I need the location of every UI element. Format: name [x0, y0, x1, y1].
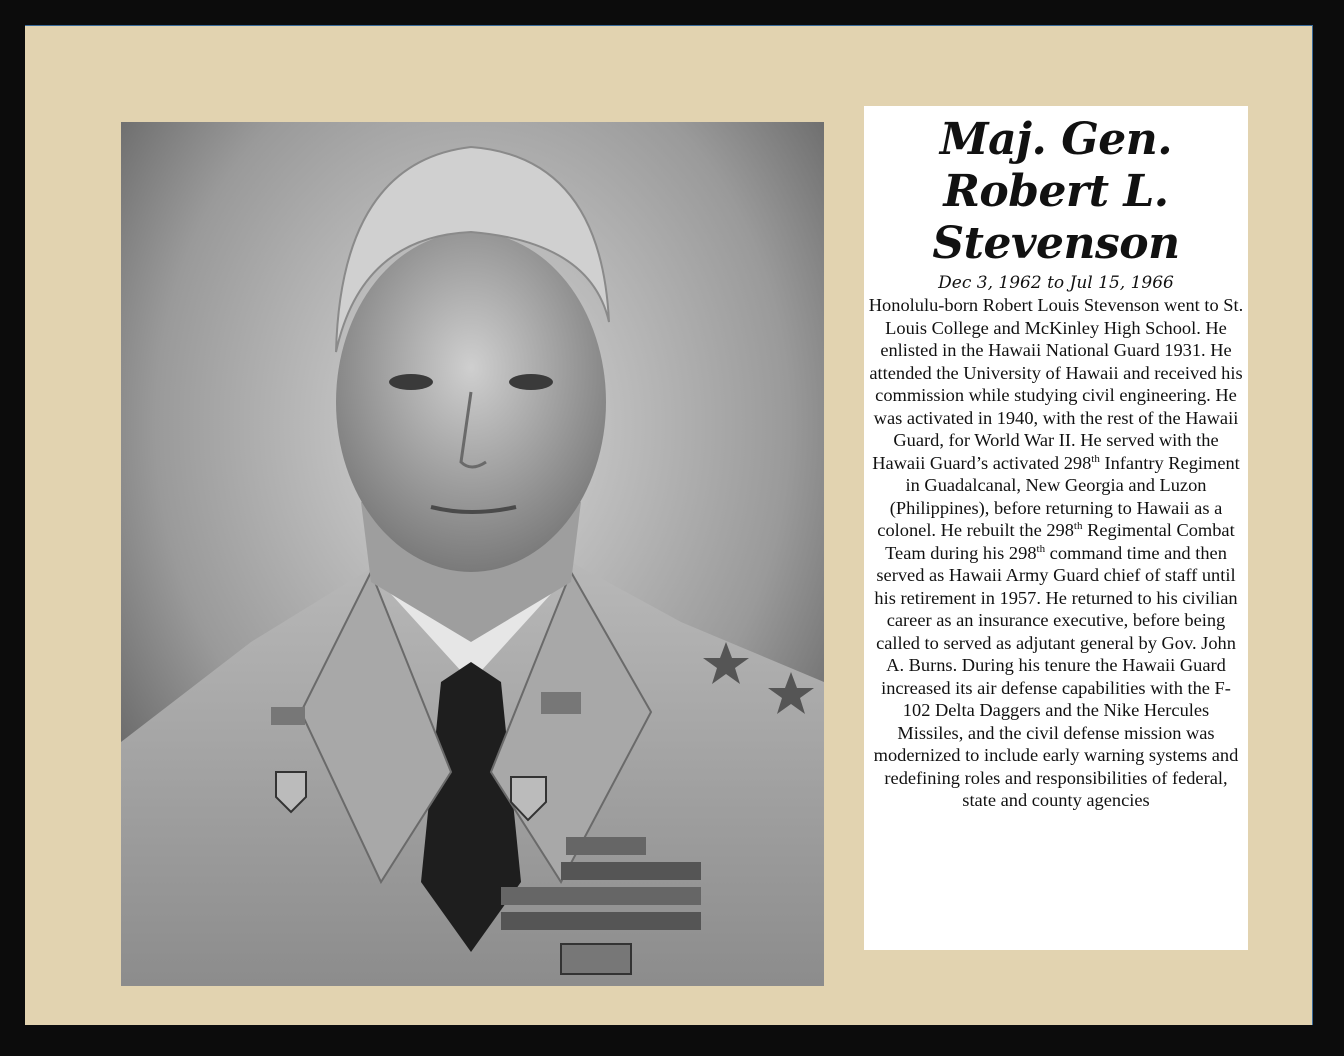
bio-superscript-1: th [1091, 452, 1100, 465]
biography-text [868, 294, 1244, 812]
tenure-dates: Dec 3, 1962 to Jul 15, 1966 [938, 273, 1174, 293]
caption-panel [864, 106, 1248, 950]
bio-superscript-2: th [1073, 519, 1083, 532]
title-line-2: Robert L. [943, 166, 1169, 217]
bio-part-3: Regimental Combat Team during his 298 [885, 520, 1235, 563]
portrait-photo-icon [121, 122, 824, 986]
page-title [868, 114, 1244, 270]
title-line-1: Maj. Gen. [939, 114, 1173, 165]
bio-part-1: Honolulu-born Robert Louis Stevenson went to St. Louis College and McKinley High School. He enlisted in the Hawaii National Guard 1931. He attended the University of Hawaii and received his commission while studying civil engineering. He was activated in 1940, with the rest of the Hawaii Guard, for World War II. He served with the Hawaii Guard’s activated 298 [868, 295, 1244, 473]
portrait-photo [121, 122, 824, 986]
bio-part-4: command time and then served as Hawaii Army Guard chief of staff until his retirement in 1957. He returned to his civilian career as an insurance executive, before being called to served as adjutant general by Gov. John A. Burns. During his tenure the Hawaii Guard increased its air defense capabilities with the F-102 Delta Daggers and the Nike Hercules Missiles, and the civil defense mission was modernized to include early warning systems and redefining roles and responsibilities of federal, state and county agencies [873, 542, 1239, 810]
title-line-3: Stevenson [932, 218, 1180, 269]
bio-superscript-3: th [1036, 542, 1046, 555]
bio-part-2: Infantry Regiment in Guadalcanal, New Georgia and Luzon (Philippines), before returning to Hawaii as a colonel. He rebuilt the 298 [877, 452, 1240, 540]
